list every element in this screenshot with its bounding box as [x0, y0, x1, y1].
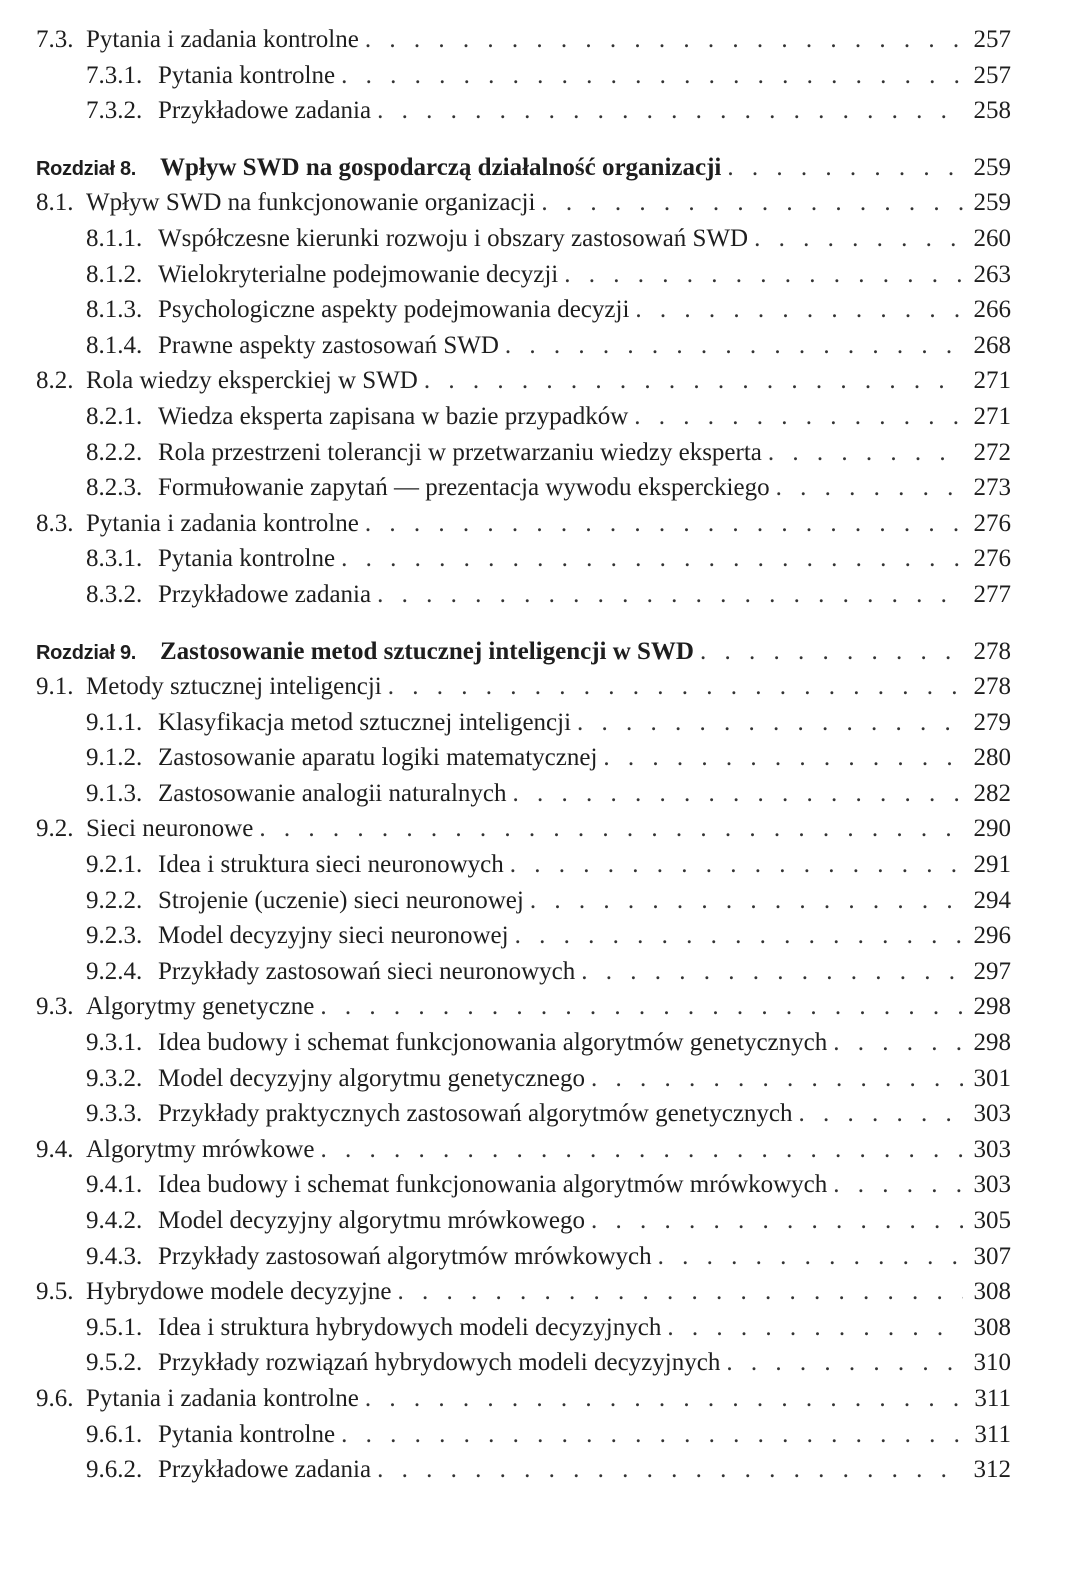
- entry-title: Formułowanie zapytań — prezentacja wywodu eksperckiego: [158, 474, 770, 502]
- entry-title: Model decyzyjny sieci neuronowej: [158, 922, 509, 950]
- entry-number: 7.3.1.: [86, 61, 143, 89]
- entry-title: Algorytmy mrówkowe: [86, 1135, 315, 1163]
- entry-page-number: 276: [973, 545, 1011, 573]
- entry-number: 9.2.: [36, 815, 74, 843]
- entry-page-number: 308: [973, 1278, 1011, 1306]
- entry-number: 8.1.3.: [86, 296, 143, 324]
- entry-number: 9.1.1.: [86, 708, 143, 736]
- toc-entry-row: [36, 506, 1011, 542]
- entry-title: Prawne aspekty zastosowań SWD: [158, 331, 499, 359]
- entry-title: Idea i struktura sieci neuronowych: [158, 851, 504, 879]
- entry-number: 9.2.3.: [86, 922, 143, 950]
- dot-leader: [577, 705, 963, 741]
- toc-subsection-entry: [0, 328, 1081, 364]
- toc-subsection-entry: [0, 740, 1081, 776]
- entry-number: 8.2.2.: [86, 438, 143, 466]
- toc-entry-row: [36, 989, 1011, 1025]
- toc-section-entry: [0, 1132, 1081, 1168]
- toc-entry-row: [86, 705, 1011, 741]
- entry-page-number: 305: [973, 1207, 1011, 1234]
- entry-number: 8.1.1.: [86, 224, 143, 252]
- toc-entry-row: [86, 1417, 1011, 1453]
- toc-subsection-entry: [0, 918, 1081, 954]
- toc-entry-row: [86, 1167, 1011, 1203]
- toc-entry-row: [36, 150, 1011, 186]
- dot-leader: [603, 740, 963, 776]
- toc-subsection-entry: [0, 1345, 1081, 1381]
- dot-leader: [726, 1345, 963, 1381]
- dot-leader: [591, 1203, 963, 1239]
- toc-subsection-entry: [0, 1239, 1081, 1275]
- dot-leader: [377, 93, 963, 129]
- entry-number: 9.5.: [36, 1278, 74, 1306]
- entry-title: Przykładowe zadania: [158, 1456, 372, 1484]
- entry-number: 9.3.3.: [86, 1100, 143, 1128]
- dot-leader: [365, 22, 963, 58]
- entry-title: Przykładowe zadania: [158, 580, 372, 608]
- entry-page-number: 301: [973, 1064, 1011, 1092]
- entry-number: Rozdział 8.: [36, 157, 137, 180]
- dot-leader: [424, 363, 963, 399]
- toc-subsection-entry: [0, 58, 1081, 94]
- entry-page-number: 272: [973, 438, 1011, 466]
- entry-number: 7.3.2.: [86, 97, 143, 125]
- toc-entry-row: [86, 93, 1011, 129]
- entry-number: 9.1.3.: [86, 779, 143, 807]
- entry-number: 8.1.: [36, 189, 74, 217]
- entry-title: Pytania kontrolne: [158, 1420, 336, 1448]
- toc-subsection-entry: [0, 577, 1081, 613]
- entry-title: Hybrydowe modele decyzyjne: [86, 1278, 392, 1306]
- toc-section-entry: [0, 811, 1081, 847]
- entry-number: 7.3.: [36, 26, 74, 53]
- dot-leader: [541, 185, 963, 221]
- entry-number: 8.2.3.: [86, 474, 143, 502]
- toc-entry-row: [86, 740, 1011, 776]
- entry-page-number: 259: [973, 153, 1011, 181]
- entry-title: Model decyzyjny algorytmu genetycznego: [158, 1064, 585, 1092]
- entry-number: 9.3.1.: [86, 1029, 143, 1057]
- dot-leader: [397, 1274, 963, 1310]
- dot-leader: [341, 58, 963, 94]
- toc-entry-row: [36, 1132, 1011, 1168]
- entry-page-number: 290: [973, 815, 1011, 843]
- toc-entry-row: [86, 435, 1011, 471]
- dot-leader: [513, 776, 964, 812]
- entry-title: Rola przestrzeni tolerancji w przetwarzaniu wiedzy eksperta: [158, 438, 762, 466]
- entry-title: Pytania i zadania kontrolne: [86, 509, 359, 537]
- toc-section-entry: [0, 22, 1081, 58]
- toc-entry-row: [36, 669, 1011, 705]
- entry-number: 8.1.4.: [86, 331, 143, 359]
- dot-leader: [727, 150, 963, 186]
- toc-entry-row: [86, 292, 1011, 328]
- entry-title: Przykłady zastosowań algorytmów mrówkowych: [158, 1242, 652, 1270]
- toc-section-entry: [0, 1381, 1081, 1417]
- entry-title: Przykłady praktycznych zastosowań algorytmów genetycznych: [158, 1100, 793, 1128]
- entry-title: Model decyzyjny algorytmu mrówkowego: [158, 1207, 585, 1234]
- entry-page-number: 291: [973, 851, 1011, 879]
- entry-number: 9.6.2.: [86, 1456, 143, 1484]
- entry-title: Przykłady rozwiązań hybrydowych modeli decyzyjnych: [158, 1349, 721, 1377]
- toc-entry-row: [86, 221, 1011, 257]
- entry-page-number: 268: [973, 331, 1011, 359]
- entry-page-number: 303: [973, 1135, 1011, 1163]
- entry-title: Zastosowanie analogii naturalnych: [158, 779, 507, 807]
- entry-title: Zastosowanie metod sztucznej inteligencji w SWD: [160, 637, 694, 665]
- entry-page-number: 307: [973, 1242, 1011, 1270]
- toc-entry-row: [36, 1274, 1011, 1310]
- entry-page-number: 260: [973, 224, 1011, 252]
- dot-leader: [388, 669, 963, 705]
- entry-number: Rozdział 9.: [36, 641, 137, 664]
- toc-section-entry: [0, 669, 1081, 705]
- toc-entry-row: [86, 1203, 1011, 1239]
- dot-leader: [667, 1310, 963, 1346]
- entry-title: Sieci neuronowe: [86, 815, 254, 843]
- entry-page-number: 312: [973, 1456, 1011, 1484]
- dot-leader: [341, 541, 963, 577]
- entry-title: Psychologiczne aspekty podejmowania decyzji: [158, 296, 630, 324]
- toc-entry-row: [86, 883, 1011, 919]
- toc-section-entry: [0, 185, 1081, 221]
- toc-subsection-entry: [0, 1167, 1081, 1203]
- entry-title: Strojenie (uczenie) sieci neuronowej: [158, 886, 524, 914]
- toc-subsection-entry: [0, 1061, 1081, 1097]
- entry-page-number: 303: [973, 1100, 1011, 1128]
- dot-leader: [320, 989, 963, 1025]
- toc-subsection-entry: [0, 883, 1081, 919]
- entry-page-number: 257: [973, 61, 1011, 89]
- entry-page-number: 298: [973, 1029, 1011, 1057]
- toc-entry-row: [36, 363, 1011, 399]
- entry-number: 9.1.: [36, 673, 74, 701]
- toc-entry-row: [86, 399, 1011, 435]
- toc-subsection-entry: [0, 1310, 1081, 1346]
- entry-number: 9.3.2.: [86, 1064, 143, 1092]
- entry-number: 8.1.2.: [86, 260, 143, 288]
- entry-page-number: 296: [973, 922, 1011, 950]
- dot-leader: [700, 634, 963, 670]
- entry-number: 9.2.1.: [86, 851, 143, 879]
- toc-entry-row: [86, 918, 1011, 954]
- entry-number: 9.2.4.: [86, 957, 143, 985]
- toc-subsection-entry: [0, 1452, 1081, 1488]
- entry-title: Klasyfikacja metod sztucznej inteligencji: [158, 708, 572, 736]
- toc-entry-row: [86, 847, 1011, 883]
- entry-title: Idea budowy i schemat funkcjonowania algorytmów mrówkowych: [158, 1171, 828, 1199]
- entry-page-number: 282: [973, 779, 1011, 807]
- entry-title: Zastosowanie aparatu logiki matematycznej: [158, 744, 598, 772]
- entry-title: Idea budowy i schemat funkcjonowania algorytmów genetycznych: [158, 1029, 828, 1057]
- entry-number: 8.3.: [36, 509, 74, 537]
- toc-entry-row: [86, 1239, 1011, 1275]
- toc-entry-row: [86, 577, 1011, 613]
- entry-title: Wiedza eksperta zapisana w bazie przypadków: [158, 402, 629, 430]
- toc-subsection-entry: [0, 221, 1081, 257]
- dot-leader: [515, 918, 963, 954]
- toc-entry-row: [86, 257, 1011, 293]
- entry-number: 9.1.2.: [86, 744, 143, 772]
- toc-entry-row: [86, 541, 1011, 577]
- entry-number: 9.4.: [36, 1135, 74, 1163]
- toc-subsection-entry: [0, 1025, 1081, 1061]
- toc-subsection-entry: [0, 1096, 1081, 1132]
- toc-entry-row: [86, 328, 1011, 364]
- dot-leader: [505, 328, 963, 364]
- entry-title: Współczesne kierunki rozwoju i obszary zastosowań SWD: [158, 224, 749, 252]
- entry-title: Przykłady zastosowań sieci neuronowych: [158, 957, 576, 985]
- toc-subsection-entry: [0, 954, 1081, 990]
- entry-title: Metody sztucznej inteligencji: [86, 673, 382, 701]
- entry-number: 8.2.: [36, 367, 74, 395]
- dot-leader: [564, 257, 963, 293]
- toc-entry-row: [86, 1061, 1011, 1097]
- entry-page-number: 311: [974, 1384, 1011, 1412]
- dot-leader: [591, 1061, 963, 1097]
- toc-chapter-entry: [0, 150, 1081, 186]
- toc-entry-row: [86, 470, 1011, 506]
- entry-number: 9.6.1.: [86, 1420, 143, 1448]
- entry-number: 9.5.2.: [86, 1349, 143, 1377]
- toc-entry-row: [86, 1096, 1011, 1132]
- toc-entry-row: [86, 1025, 1011, 1061]
- toc-entry-row: [86, 776, 1011, 812]
- dot-leader: [377, 1452, 963, 1488]
- entry-page-number: 280: [973, 744, 1011, 772]
- entry-number: 9.2.2.: [86, 886, 143, 914]
- entry-page-number: 258: [973, 97, 1011, 125]
- entry-page-number: 297: [973, 957, 1011, 985]
- toc-entry-row: [36, 185, 1011, 221]
- toc-subsection-entry: [0, 776, 1081, 812]
- dot-leader: [635, 292, 963, 328]
- table-of-contents: [0, 22, 1081, 1488]
- entry-number: 9.5.1.: [86, 1313, 143, 1341]
- entry-page-number: 298: [973, 993, 1011, 1021]
- entry-page-number: 266: [973, 296, 1011, 324]
- entry-title: Pytania i zadania kontrolne: [86, 1384, 359, 1412]
- entry-page-number: 271: [973, 367, 1011, 395]
- entry-page-number: 308: [973, 1313, 1011, 1341]
- entry-title: Wielokryterialne podejmowanie decyzji: [158, 260, 559, 288]
- toc-subsection-entry: [0, 1203, 1081, 1239]
- entry-title: Idea i struktura hybrydowych modeli decyzyjnych: [158, 1313, 662, 1341]
- entry-title: Pytania kontrolne: [158, 61, 336, 89]
- dot-leader: [754, 221, 963, 257]
- entry-number: 9.4.2.: [86, 1207, 143, 1234]
- entry-title: Pytania kontrolne: [158, 545, 336, 573]
- entry-page-number: 294: [973, 886, 1011, 914]
- toc-section-entry: [0, 989, 1081, 1025]
- toc-entry-row: [36, 1381, 1011, 1417]
- toc-entry-row: [36, 22, 1011, 58]
- toc-section-entry: [0, 1274, 1081, 1310]
- entry-page-number: 279: [973, 708, 1011, 736]
- entry-title: Przykładowe zadania: [158, 97, 372, 125]
- dot-leader: [634, 399, 963, 435]
- entry-page-number: 310: [973, 1349, 1011, 1377]
- dot-leader: [377, 577, 963, 613]
- dot-leader: [365, 506, 963, 542]
- toc-subsection-entry: [0, 257, 1081, 293]
- toc-entry-row: [86, 1345, 1011, 1381]
- entry-number: 8.2.1.: [86, 402, 143, 430]
- entry-title: Rola wiedzy eksperckiej w SWD: [86, 367, 418, 395]
- toc-subsection-entry: [0, 93, 1081, 129]
- toc-entry-row: [86, 954, 1011, 990]
- entry-page-number: 278: [973, 673, 1011, 701]
- toc-subsection-entry: [0, 541, 1081, 577]
- entry-number: 8.3.1.: [86, 545, 143, 573]
- dot-leader: [776, 470, 963, 506]
- toc-section-entry: [0, 506, 1081, 542]
- entry-number: 9.4.3.: [86, 1242, 143, 1270]
- entry-number: 9.6.: [36, 1384, 74, 1412]
- dot-leader: [658, 1239, 963, 1275]
- entry-title: Pytania i zadania kontrolne: [86, 26, 359, 53]
- toc-subsection-entry: [0, 705, 1081, 741]
- dot-leader: [259, 811, 963, 847]
- entry-title: Wpływ SWD na gospodarczą działalność organizacji: [160, 153, 722, 181]
- toc-section-entry: [0, 363, 1081, 399]
- toc-subsection-entry: [0, 292, 1081, 328]
- dot-leader: [799, 1096, 963, 1132]
- entry-title: Wpływ SWD na funkcjonowanie organizacji: [86, 189, 536, 217]
- toc-subsection-entry: [0, 435, 1081, 471]
- entry-title: Algorytmy genetyczne: [86, 993, 315, 1021]
- entry-page-number: 263: [973, 260, 1011, 288]
- dot-leader: [768, 435, 963, 471]
- dot-leader: [833, 1167, 963, 1203]
- entry-page-number: 273: [973, 474, 1011, 502]
- dot-leader: [833, 1025, 963, 1061]
- toc-subsection-entry: [0, 399, 1081, 435]
- dot-leader: [320, 1132, 963, 1168]
- entry-page-number: 257: [973, 26, 1011, 53]
- entry-page-number: 303: [973, 1171, 1011, 1199]
- toc-subsection-entry: [0, 847, 1081, 883]
- entry-page-number: 259: [973, 189, 1011, 217]
- dot-leader: [365, 1381, 963, 1417]
- toc-chapter-entry: [0, 634, 1081, 670]
- entry-page-number: 271: [973, 402, 1011, 430]
- toc-entry-row: [36, 634, 1011, 670]
- toc-entry-row: [86, 1310, 1011, 1346]
- entry-page-number: 311: [974, 1420, 1011, 1448]
- dot-leader: [510, 847, 963, 883]
- toc-subsection-entry: [0, 1417, 1081, 1453]
- toc-entry-row: [86, 58, 1011, 94]
- toc-entry-row: [36, 811, 1011, 847]
- dot-leader: [341, 1417, 963, 1453]
- toc-entry-row: [86, 1452, 1011, 1488]
- entry-page-number: 278: [973, 637, 1011, 665]
- entry-number: 9.3.: [36, 993, 74, 1021]
- entry-number: 9.4.1.: [86, 1171, 143, 1199]
- toc-subsection-entry: [0, 470, 1081, 506]
- entry-number: 8.3.2.: [86, 580, 143, 608]
- entry-page-number: 276: [973, 509, 1011, 537]
- entry-page-number: 277: [973, 580, 1011, 608]
- dot-leader: [581, 954, 963, 990]
- dot-leader: [530, 883, 963, 919]
